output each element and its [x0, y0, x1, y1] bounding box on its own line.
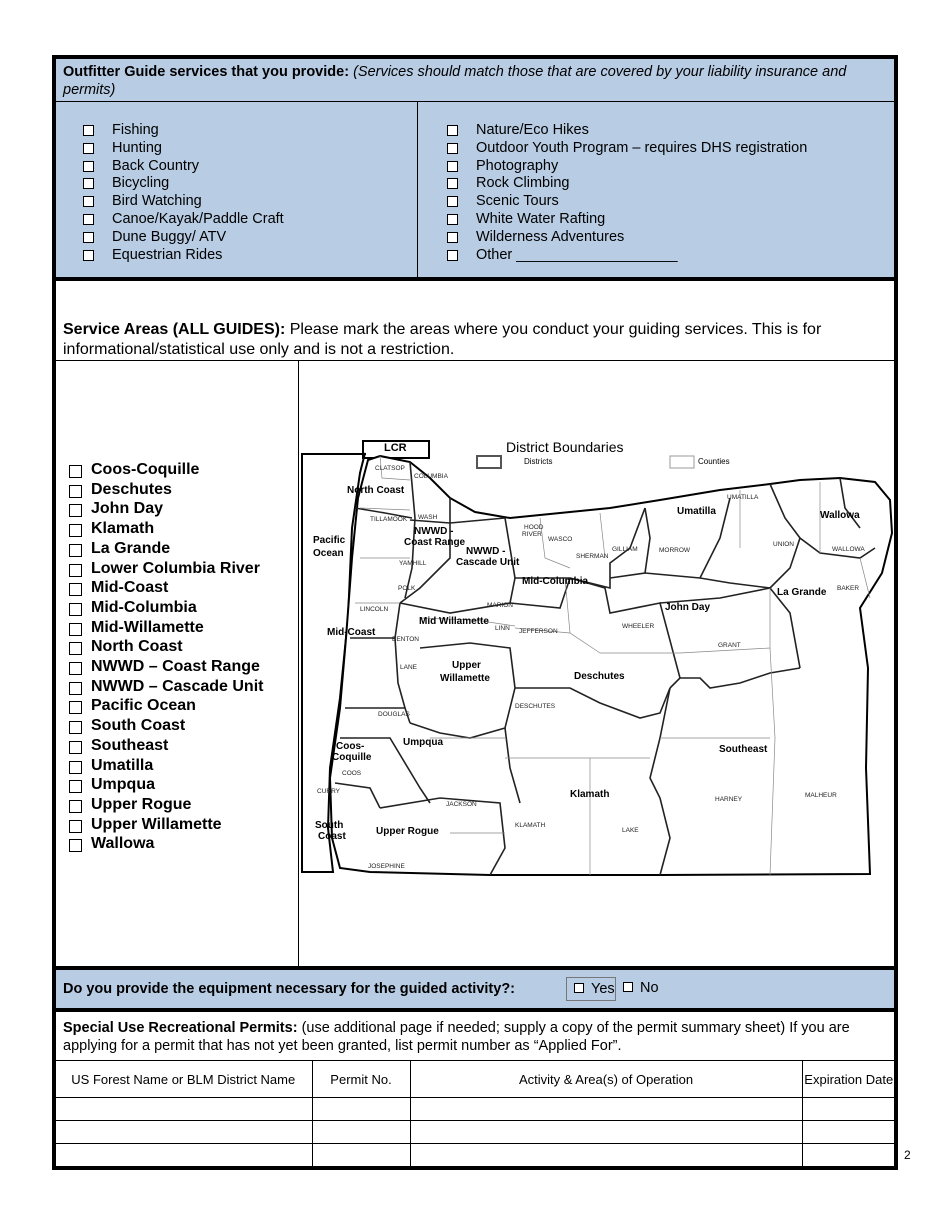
- service-option-checkbox[interactable]: [447, 232, 458, 243]
- service-area-label: North Coast: [91, 638, 183, 656]
- label-deschutes: Deschutes: [574, 671, 625, 682]
- label-upper-willamette-2: Willamette: [440, 673, 490, 684]
- service-option-checkbox[interactable]: [447, 214, 458, 225]
- expiration-cell[interactable]: [802, 1121, 895, 1144]
- activity-cell[interactable]: [410, 1144, 802, 1167]
- service-area-label: Klamath: [91, 520, 155, 538]
- table-row: [55, 1098, 895, 1121]
- table-row: [55, 1144, 895, 1167]
- service-option-label: Bicycling: [112, 175, 170, 192]
- legend-counties-label: Counties: [698, 457, 730, 466]
- county-union: UNION: [773, 541, 794, 548]
- county-benton: BENTON: [392, 636, 419, 643]
- col-activity: Activity & Area(s) of Operation: [410, 1061, 802, 1098]
- service-option-checkbox[interactable]: [447, 161, 458, 172]
- permit-no-cell[interactable]: [312, 1121, 410, 1144]
- label-upper-rogue: Upper Rogue: [376, 826, 439, 837]
- label-coos-2: Coquille: [332, 752, 372, 763]
- service-area-label: Wallowa: [91, 835, 155, 853]
- label-mid-willamette: Mid Willamette: [419, 616, 489, 627]
- service-area-checkbox[interactable]: [69, 623, 82, 636]
- label-upper-willamette-1: Upper: [452, 660, 481, 671]
- expiration-cell[interactable]: [802, 1098, 895, 1121]
- service-option-checkbox[interactable]: [83, 125, 94, 136]
- equipment-yes-option[interactable]: [566, 977, 616, 1001]
- service-area-checkbox[interactable]: [69, 741, 82, 754]
- county-wasco: WASCO: [548, 536, 573, 543]
- service-area-checkbox[interactable]: [69, 721, 82, 734]
- service-areas-text: Please mark the areas where you conduct your guiding services. This is for informational/statistical use only and is not a restriction.: [63, 321, 822, 358]
- service-option-label: Photography: [476, 157, 559, 174]
- service-area-label: Southeast: [91, 736, 169, 754]
- service-option-checkbox[interactable]: [447, 143, 458, 154]
- service-area-label: Mid-Willamette: [91, 618, 204, 636]
- service-area-label: Pacific Ocean: [91, 697, 196, 715]
- service-option-label: Bird Watching: [112, 193, 202, 210]
- county-sherman: SHERMAN: [576, 553, 609, 560]
- service-area-checkbox[interactable]: [69, 800, 82, 813]
- service-area-checkbox[interactable]: [69, 780, 82, 793]
- service-area-checkbox[interactable]: [69, 662, 82, 675]
- label-mid-columbia: Mid-Columbia: [522, 576, 589, 587]
- county-jefferson: JEFFERSON: [519, 628, 558, 635]
- col-expiration: Expiration Date: [802, 1061, 895, 1098]
- equipment-no-label: No: [640, 980, 659, 996]
- service-area-checkbox[interactable]: [69, 564, 82, 577]
- service-option-label: Wilderness Adventures: [476, 228, 625, 245]
- service-option-label: Equestrian Rides: [112, 246, 223, 263]
- equipment-question: Do you provide the equipment necessary for the guided activity?:: [63, 981, 515, 997]
- service-area-checkbox[interactable]: [69, 603, 82, 616]
- permits-title: Special Use Recreational Permits:: [63, 1020, 298, 1036]
- county-polk: POLK: [398, 585, 416, 592]
- service-areas-intro: [63, 320, 893, 360]
- service-area-checkbox[interactable]: [69, 682, 82, 695]
- services-title: [63, 63, 888, 99]
- label-klamath: Klamath: [570, 789, 610, 800]
- service-area-label: South Coast: [91, 717, 186, 735]
- label-nwwd-cascade-1: NWWD -: [466, 546, 506, 557]
- county-jackson: JACKSON: [446, 801, 477, 808]
- service-option-label: Other ____________________: [476, 246, 678, 263]
- county-wheeler: WHEELER: [622, 623, 655, 630]
- county-lake: LAKE: [622, 827, 639, 834]
- service-area-checkbox[interactable]: [69, 504, 82, 517]
- label-umatilla: Umatilla: [677, 506, 716, 517]
- service-option-checkbox[interactable]: [447, 178, 458, 189]
- service-option-checkbox[interactable]: [83, 196, 94, 207]
- service-option-label: Scenic Tours: [476, 193, 559, 210]
- county-douglas: DOUGLAS: [378, 711, 410, 718]
- label-wallowa: Wallowa: [820, 510, 860, 521]
- service-area-label: Lower Columbia River: [91, 559, 260, 577]
- expiration-cell[interactable]: [802, 1144, 895, 1167]
- service-option-checkbox[interactable]: [83, 161, 94, 172]
- service-option-checkbox[interactable]: [83, 214, 94, 225]
- service-option-checkbox[interactable]: [83, 232, 94, 243]
- county-wallowa: WALLOWA: [832, 546, 865, 553]
- service-area-checkbox[interactable]: [69, 583, 82, 596]
- county-josephine: JOSEPHINE: [368, 863, 405, 870]
- equipment-no-checkbox[interactable]: [623, 982, 633, 992]
- county-klamath: KLAMATH: [515, 822, 546, 829]
- county-curry: CURRY: [317, 788, 340, 795]
- service-area-checkbox[interactable]: [69, 701, 82, 714]
- county-marion: MARION: [487, 602, 513, 609]
- service-option-label: Dune Buggy/ ATV: [112, 228, 227, 245]
- service-option-checkbox[interactable]: [447, 125, 458, 136]
- label-pacific: Pacific: [313, 535, 346, 546]
- service-option-label: Back Country: [112, 157, 200, 174]
- label-southeast: Southeast: [719, 744, 768, 755]
- permits-header-row: [55, 1061, 895, 1098]
- label-nwwd-coast-1: NWWD -: [414, 526, 454, 537]
- county-clatsop: CLATSOP: [375, 465, 405, 472]
- service-option-label: Fishing: [112, 122, 159, 138]
- services-title-bold: Outfitter Guide services that you provide:: [63, 64, 350, 80]
- forest-name-cell[interactable]: [55, 1144, 312, 1167]
- service-area-label: Mid-Coast: [91, 579, 169, 597]
- label-nwwd-cascade-2: Cascade Unit: [456, 557, 520, 568]
- lcr-label: LCR: [384, 442, 407, 454]
- county-wash: WASH: [418, 514, 438, 521]
- activity-cell[interactable]: [410, 1098, 802, 1121]
- service-area-label: Upper Rogue: [91, 795, 192, 813]
- equipment-yes-label: Yes: [591, 981, 615, 997]
- equipment-yes-checkbox[interactable]: [574, 983, 584, 993]
- county-columbia: COLUMBIA: [414, 473, 448, 480]
- permits-table: [55, 1060, 895, 1167]
- service-area-label: La Grande: [91, 539, 171, 557]
- label-ocean: Ocean: [313, 548, 344, 559]
- service-area-checkbox[interactable]: [69, 544, 82, 557]
- page-number: 2: [904, 1148, 911, 1162]
- label-la-grande: La Grande: [777, 587, 827, 598]
- service-option-checkbox[interactable]: [447, 250, 458, 261]
- equipment-no-option[interactable]: [616, 977, 662, 1001]
- service-area-label: NWWD – Cascade Unit: [91, 677, 264, 695]
- county-lane: LANE: [400, 664, 417, 671]
- service-area-checkbox[interactable]: [69, 485, 82, 498]
- label-coos-1: Coos-: [336, 741, 365, 752]
- service-area-checkbox[interactable]: [69, 465, 82, 478]
- legend-districts-label: Districts: [524, 457, 553, 466]
- service-option-checkbox[interactable]: [83, 178, 94, 189]
- county-gilliam: GILLIAM: [612, 546, 638, 553]
- service-option-checkbox[interactable]: [447, 196, 458, 207]
- county-malheur: MALHEUR: [805, 792, 837, 799]
- county-tillamook: TILLAMOOK: [370, 516, 408, 523]
- label-south-1: South: [315, 820, 344, 831]
- county-lincoln: LINCOLN: [360, 606, 389, 613]
- service-option-label: Rock Climbing: [476, 175, 570, 192]
- county-grant: GRANT: [718, 642, 741, 649]
- permit-no-cell[interactable]: [312, 1098, 410, 1121]
- service-area-label: Umatilla: [91, 756, 154, 774]
- service-option-label: Canoe/Kayak/Paddle Craft: [112, 211, 284, 227]
- service-area-label: NWWD – Coast Range: [91, 658, 260, 675]
- service-option-label: Outdoor Youth Program – requires DHS registration: [476, 139, 808, 156]
- activity-cell[interactable]: [410, 1121, 802, 1144]
- county-deschutes: DESCHUTES: [515, 703, 556, 710]
- services-title-note: (Services should match those that are covered by your liability insurance and permits): [63, 64, 847, 98]
- label-john-day: John Day: [665, 602, 711, 613]
- service-option-checkbox[interactable]: [83, 250, 94, 261]
- col-forest-name: US Forest Name or BLM District Name: [55, 1061, 312, 1098]
- service-area-label: Umpqua: [91, 776, 155, 794]
- service-area-checkbox[interactable]: [69, 524, 82, 537]
- service-area-label: Deschutes: [91, 480, 172, 498]
- label-umpqua: Umpqua: [403, 737, 443, 748]
- service-option-label: Nature/Eco Hikes: [476, 122, 589, 138]
- service-area-label: Mid-Columbia: [91, 598, 197, 616]
- service-option-checkbox[interactable]: [83, 143, 94, 154]
- service-option-label: Hunting: [112, 139, 162, 156]
- label-mid-coast: Mid-Coast: [327, 627, 376, 638]
- service-area-label: Upper Willamette: [91, 815, 222, 833]
- permits-text: (use additional page if needed; supply a copy of the permit summary sheet) If you are applying for a permit that has not yet been granted, list permit number as “Applied For”.: [63, 1020, 850, 1054]
- map-title: District Boundaries: [506, 439, 624, 455]
- label-nwwd-coast-2: Coast Range: [404, 537, 466, 548]
- county-hood-2: RIVER: [522, 531, 542, 538]
- county-yamhill: YAMHILL: [399, 560, 427, 567]
- forest-name-cell[interactable]: [55, 1098, 312, 1121]
- service-area-checkbox[interactable]: [69, 642, 82, 655]
- county-linn: LINN: [495, 625, 510, 632]
- service-areas-title: Service Areas (ALL GUIDES):: [63, 321, 286, 338]
- permit-no-cell[interactable]: [312, 1144, 410, 1167]
- label-north-coast: North Coast: [347, 485, 405, 496]
- service-area-checkbox[interactable]: [69, 820, 82, 833]
- county-morrow: MORROW: [659, 547, 691, 554]
- county-hood-1: HOOD: [524, 524, 544, 531]
- county-coos: COOS: [342, 770, 362, 777]
- forest-name-cell[interactable]: [55, 1121, 312, 1144]
- county-harney: HARNEY: [715, 796, 743, 803]
- service-area-label: John Day: [91, 500, 164, 518]
- col-permit-no: Permit No.: [312, 1061, 410, 1098]
- service-area-checkbox[interactable]: [69, 839, 82, 852]
- county-umatilla: UMATILLA: [727, 494, 759, 501]
- table-row: [55, 1121, 895, 1144]
- service-area-checkbox[interactable]: [69, 761, 82, 774]
- label-south-2: Coast: [318, 831, 346, 842]
- permits-intro: [63, 1019, 891, 1055]
- county-baker: BAKER: [837, 585, 860, 592]
- service-option-label: White Water Rafting: [476, 211, 606, 227]
- map-labels: [300, 438, 894, 880]
- service-area-label: Coos-Coquille: [91, 461, 200, 478]
